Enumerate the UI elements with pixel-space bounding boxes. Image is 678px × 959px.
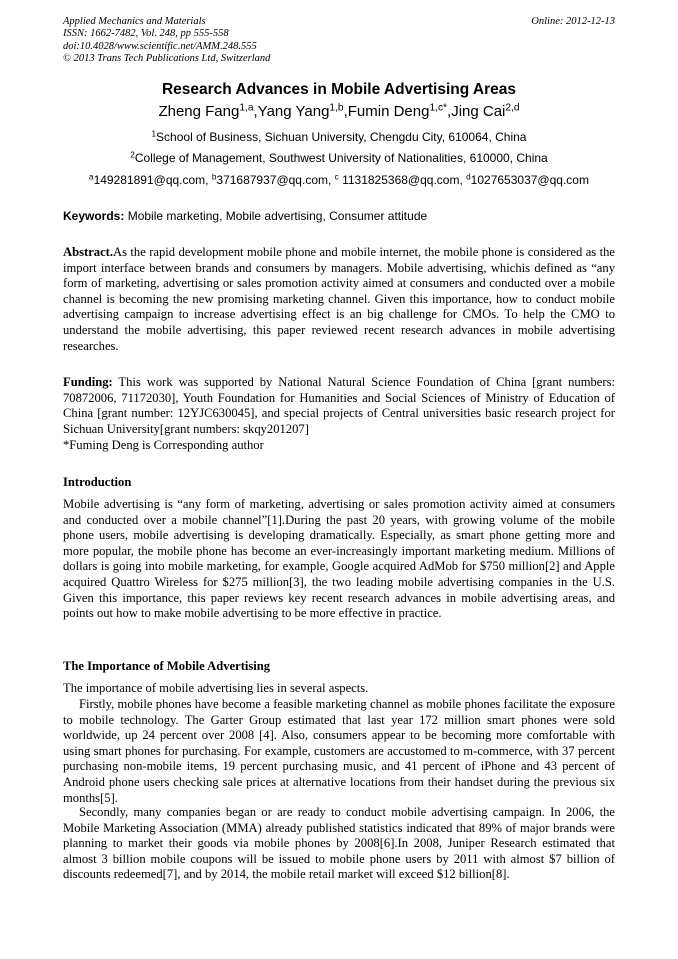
author-name: Fumin Deng [347,103,430,120]
email-address: 1131825368@qq.com, [338,173,467,187]
keywords [63,209,615,223]
email-sup: d [466,172,471,182]
affiliation-2 [63,151,615,165]
keywords-label: Keywords: [63,209,125,223]
author-sup: 2,d [505,102,520,114]
affiliation-text: School of Business, Sichuan University, Chengdu City, 610064, China [156,130,527,144]
introduction-text: Mobile advertising is “any form of marketing, advertising or sales promotion activity aimed at consumers and conducted over a mobile channel”[1].During the past 20 years, with growing volume of the mobile phone users, mobile advertising is developing dramatically. Especially, as smart phone getting more and more popular, the mobile phone has become an ever-increasingly important marketing medium. Millions of dollars is going into mobile marketing, for example, Google acquired AdMob for $750 million[2] and Apple acquired Quattro Wireless for $275 million[3], the two leading mobile advertising companies in the U.S. Given this importance, this paper reviews key recent research advances in mobile advertising areas, and points out how to make mobile advertising to be more effective in practice. [63,497,615,621]
abstract-label: Abstract. [63,245,114,259]
author-name: Yang Yang [257,103,330,120]
corresponding-note: *Fuming Deng is Corresponding author [63,438,264,452]
author-name: Jing Cai [451,103,506,120]
email-address: 371687937@qq.com, [216,173,335,187]
affiliation-1 [63,130,615,144]
email-sup: c [334,172,339,182]
author-sup: 1,b [329,102,344,114]
issn-line: ISSN: 1662-7482, Vol. 248, pp 555-558 [63,28,229,40]
author-name: Zheng Fang [158,103,240,120]
author-sup: 1,a [239,102,254,114]
email-sup: a [89,172,94,182]
importance-lead: The importance of mobile advertising lies in several aspects. [63,681,369,695]
author-sup: 1,c* [429,102,448,114]
importance-paragraph-1: Firstly, mobile phones have become a feasible marketing channel as mobile phones facilitate the exposure to mobile technology. The Garter Group estimated that last year 172 million smart phones were sold worldwide, up 24 percent over 2008 [4]. Also, consumers appear to be becoming more comfortable with using smart phones for purchasing. For example, customers are accustomed to m-commerce, with 37 percent purchasing non-mobile items, 19 percent purchasing music, and 41 percent of iPhone and 43 percent of Android phone users checking sale prices at alternative locations from their handset during the previous six months[5]. [63,697,615,805]
email-address: 1027653037@qq.com [470,173,589,187]
paper-title: Research Advances in Mobile Advertising Areas [161,81,517,98]
funding [63,375,615,437]
importance-paragraph-2: Secondly, many companies began or are ready to conduct mobile advertising campaign. In 2006, the Mobile Marketing Association (MMA) already published statistics indicated that 89% of major brands were planning to market their goods via mobile phones by 2008[6].In 2008, Juniper Research estimated that almost 3 billion mobile coupons will be issued to mobile phone users by 2011 with almost $7 billion of discounts redeemed[7], and by 2014, the mobile retail market will exceed $12 billion[8]. [63,805,615,882]
importance-heading: The Importance of Mobile Advertising [63,659,271,673]
affiliation-sup: 2 [130,150,135,160]
affiliation-text: College of Management, Southwest University of Nationalities, 610000, China [134,151,548,165]
journal-name: Applied Mechanics and Materials [63,16,206,27]
online-date: Online: 2012-12-13 [531,16,615,27]
keywords-text: Mobile marketing, Mobile advertising, Consumer attitude [124,209,428,223]
introduction-heading: Introduction [63,475,132,489]
funding-label: Funding: [63,375,113,389]
email-list [63,173,615,187]
affiliation-sup: 1 [151,129,157,139]
journal-header [63,16,615,66]
author-list: Zheng Fang$^{1,a}$,Yang Yang$^{1,b}$,Fumin Deng$^{1,c*}$,Jing Cai$^{2,d}$ [158,102,520,120]
email-sup: b [211,172,217,182]
funding-text: This work was supported by National Natural Science Foundation of China [grant numbers: 70872006, 71172030], Youth Foundation for Humanities and Social Sciences of Ministry of Education of China [grant number: 12YJC630045], and special projects of Central universities basic research project for Sichuan University[grant numbers: skqy201207] [63,375,615,436]
abstract [63,245,615,354]
copyright-line: © 2013 Trans Tech Publications Ltd, Switzerland [63,53,271,65]
email-address: 149281891@qq.com, [93,173,212,187]
abstract-text: As the rapid development mobile phone and mobile internet, the mobile phone is considered as the import interface between brands and consumers by managers. Mobile advertising, whichis defined as “any form of marketing, advertising or sales promotion activity aimed at consumers and conducted over a mobile channel is becoming the new promising marketing channel. Given this importance, how to conduct mobile advertising campaign to increase advertising effect is an big challenge for CMOs. To help the CMO to understand the mobile advertising, this paper reviewed recent research advances in mobile advertising researches. [63,245,615,353]
doi-line: doi:10.4028/www.scientific.net/AMM.248.555 [63,40,257,52]
